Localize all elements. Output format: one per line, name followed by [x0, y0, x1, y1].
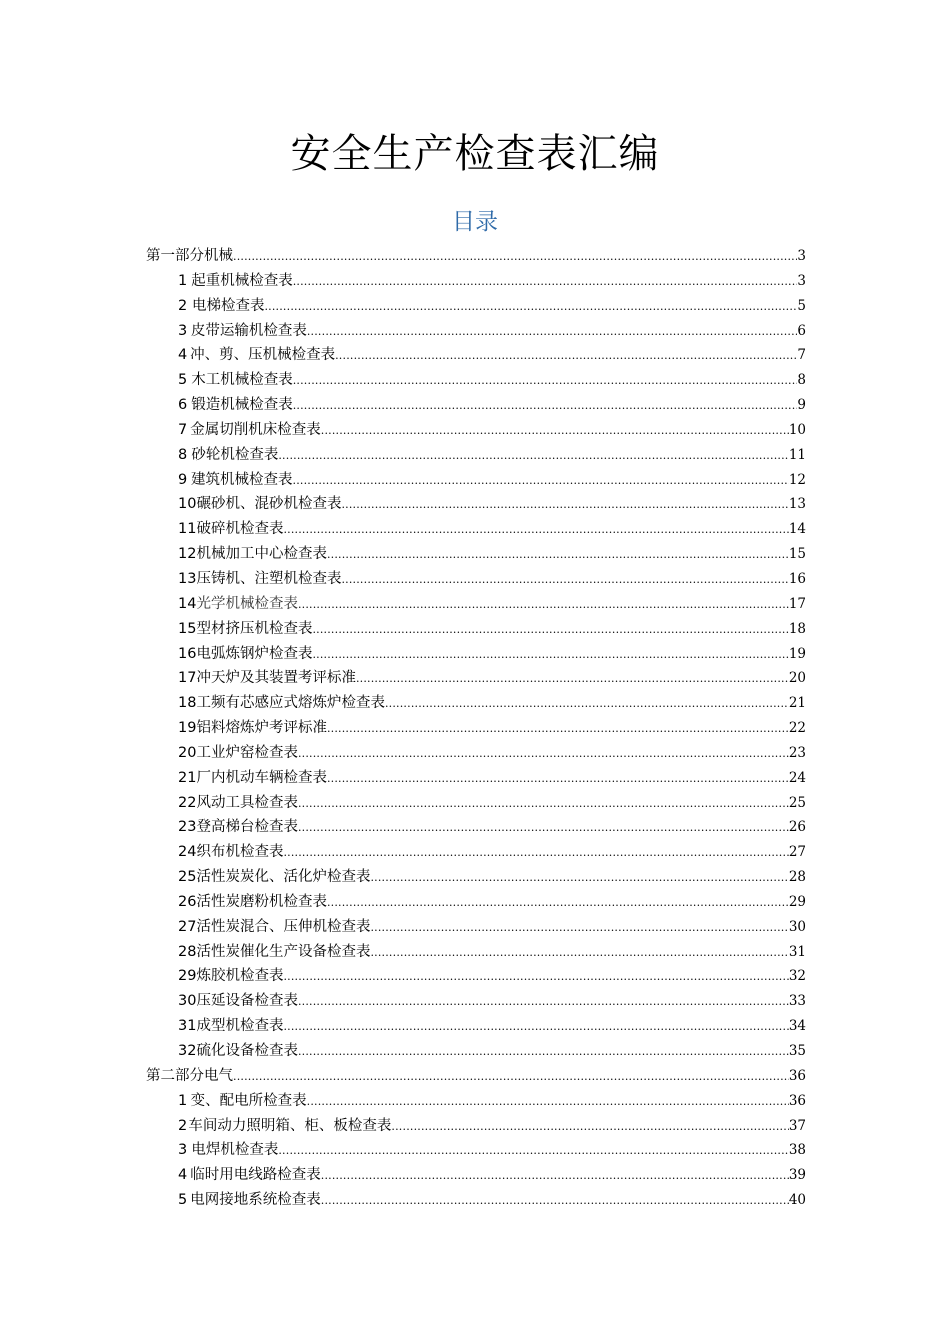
toc-dot-leader: [321, 1169, 789, 1182]
toc-entry-label: 机械: [204, 248, 233, 264]
toc-entry-number: 1: [178, 272, 188, 289]
toc-entry-number: 2: [178, 297, 188, 314]
toc-entry[interactable]: [146, 592, 806, 617]
toc-dot-leader: [321, 1194, 789, 1207]
toc-entry-label: 压延设备检查表: [196, 993, 298, 1010]
toc-page-number: 25: [788, 794, 806, 811]
toc-entry[interactable]: [146, 964, 806, 989]
toc-page-number: 30: [788, 918, 806, 935]
toc-entry-number: 3: [178, 322, 188, 339]
toc-entry-number: 16: [178, 645, 197, 662]
toc-entry-number: 24: [178, 844, 197, 861]
toc-page-number: 34: [788, 1018, 806, 1035]
toc-entry-label: 电弧炼钢炉检查表: [196, 645, 313, 662]
toc-dot-leader: [312, 648, 788, 661]
toc-page-number: 27: [788, 844, 806, 861]
toc-entry[interactable]: [146, 418, 806, 443]
toc-page-number: 21: [788, 695, 806, 712]
toc-heading: 目录: [452, 209, 498, 235]
toc-page-number: 18: [788, 620, 806, 637]
toc-entry[interactable]: [146, 791, 806, 816]
toc-dot-leader: [293, 474, 789, 487]
toc-entry-number: 11: [178, 521, 197, 538]
toc-dot-leader: [385, 697, 789, 710]
toc-page-number: 17: [788, 595, 806, 612]
toc-entry[interactable]: [146, 468, 806, 493]
toc-entry-label: 破碎机检查表: [196, 521, 284, 538]
toc-entry-number: 18: [178, 695, 197, 712]
toc-dot-leader: [327, 896, 789, 909]
toc-dot-leader: [356, 672, 789, 685]
toc-entry[interactable]: [146, 766, 806, 791]
toc-entry-label: 电网接地系统检查表: [190, 1192, 321, 1209]
toc-entry-number: 3: [178, 1142, 188, 1159]
toc-dot-leader: [327, 548, 789, 561]
toc-page-number: 37: [788, 1117, 806, 1134]
toc-dot-leader: [293, 275, 798, 288]
toc-page-number: 15: [788, 546, 806, 563]
toc-page-number: 23: [788, 744, 806, 761]
toc-entry[interactable]: [146, 1014, 806, 1039]
toc-dot-leader: [307, 325, 798, 338]
toc-entry-number: 1: [178, 1092, 188, 1109]
toc-page-number: 8: [797, 372, 806, 389]
toc-entry-label: 活性炭磨粉机检查表: [196, 893, 327, 910]
toc-entry-number: 8: [178, 446, 188, 463]
toc-entry-label: 砂轮机检查表: [191, 446, 279, 463]
toc-page-number: 33: [788, 993, 806, 1010]
toc-dot-leader: [278, 1144, 788, 1157]
toc-dot-leader: [298, 747, 789, 760]
toc-entry-number: 14: [178, 595, 197, 612]
toc-dot-leader: [298, 598, 789, 611]
toc-entry-number: 4: [178, 1167, 188, 1184]
toc-entry-number: 10: [178, 496, 197, 513]
toc-entry[interactable]: [146, 542, 806, 567]
toc-entry[interactable]: [146, 1089, 806, 1114]
toc-entry-number: 26: [178, 893, 197, 910]
toc-dot-leader: [293, 374, 798, 387]
toc-dot-leader: [312, 623, 788, 636]
toc-page-number: 38: [788, 1142, 806, 1159]
toc-section-entry[interactable]: [146, 244, 806, 269]
toc-page-number: 13: [788, 496, 806, 513]
toc-entry-label: 电气: [204, 1067, 233, 1084]
toc-dot-leader: [264, 300, 797, 313]
toc-dot-leader: [298, 995, 789, 1008]
toc-entry-label: 起重机械检查表: [191, 272, 293, 289]
toc-page-number: 6: [797, 322, 806, 339]
toc-page-number: 19: [788, 645, 806, 662]
toc-entry-number: 9: [178, 471, 188, 488]
toc-page-number: 36: [788, 1092, 806, 1109]
toc-page-number: 5: [797, 297, 806, 314]
toc-entry-number: 第二部分: [146, 1067, 204, 1084]
toc-entry-number: 15: [178, 620, 197, 637]
toc-page-number: 14: [788, 521, 806, 538]
toc-entry[interactable]: [146, 319, 806, 344]
toc-page-number: 32: [788, 968, 806, 985]
toc-entry-number: 29: [178, 968, 197, 985]
toc-page-number: 31: [788, 943, 806, 960]
toc-page-number: 40: [788, 1192, 806, 1209]
toc-entry-label: 锻造机械检查表: [191, 397, 293, 414]
toc-page-number: 22: [788, 720, 806, 737]
toc-entry-number: 13: [178, 570, 197, 587]
document-title: 安全生产检查表汇编: [290, 131, 660, 177]
toc-dot-leader: [298, 1045, 789, 1058]
toc-dot-leader: [298, 821, 789, 834]
toc-entry[interactable]: [146, 915, 806, 940]
toc-entry-label: 车间动力照明箱、柜、板检查表: [188, 1117, 392, 1134]
toc-entry[interactable]: [146, 294, 806, 319]
table-of-contents: [146, 244, 806, 1213]
toc-entry-number: 2: [178, 1117, 188, 1134]
toc-dot-leader: [341, 498, 788, 511]
toc-entry-label: 金属切削机床检查表: [190, 421, 321, 438]
toc-dot-leader: [283, 970, 788, 983]
toc-page-number: 36: [788, 1067, 806, 1084]
toc-entry-label: 登高梯台检查表: [196, 819, 298, 836]
toc-entry[interactable]: [146, 691, 806, 716]
toc-entry[interactable]: [146, 1163, 806, 1188]
toc-entry[interactable]: [146, 567, 806, 592]
toc-entry[interactable]: [146, 815, 806, 840]
toc-entry[interactable]: [146, 890, 806, 915]
toc-page-number: 11: [788, 446, 806, 463]
toc-entry-number: 12: [178, 546, 197, 563]
toc-entry-number: 30: [178, 993, 197, 1010]
toc-entry-label: 活性炭炭化、活化炉检查表: [196, 869, 371, 886]
toc-entry-label: 变、配电所检查表: [190, 1092, 307, 1109]
toc-page-number: 10: [788, 421, 806, 438]
toc-entry-label: 机械加工中心检查表: [196, 546, 327, 563]
toc-entry-number: 7: [178, 421, 188, 438]
toc-dot-leader: [370, 921, 788, 934]
toc-page-number: 28: [788, 869, 806, 886]
toc-entry[interactable]: [146, 617, 806, 642]
toc-dot-leader: [391, 1120, 788, 1133]
toc-page-number: 39: [788, 1167, 806, 1184]
toc-dot-leader: [283, 523, 788, 536]
toc-entry[interactable]: [146, 741, 806, 766]
toc-page-number: 12: [788, 471, 806, 488]
toc-entry-number: 17: [178, 670, 197, 687]
toc-entry-label: 工频有芯感应式熔炼炉检查表: [196, 695, 385, 712]
toc-entry-number: 4: [178, 347, 188, 364]
toc-entry-number: 22: [178, 794, 197, 811]
toc-page-number: 20: [788, 670, 806, 687]
toc-entry-label: 工业炉窑检查表: [196, 744, 298, 761]
toc-dot-leader: [298, 797, 789, 810]
toc-entry[interactable]: [146, 716, 806, 741]
toc-entry-label: 风动工具检查表: [196, 794, 298, 811]
toc-page-number: 29: [788, 893, 806, 910]
toc-dot-leader: [307, 1095, 789, 1108]
toc-entry-label: 电梯检查表: [191, 297, 265, 314]
toc-entry-number: 21: [178, 769, 197, 786]
toc-entry[interactable]: [146, 840, 806, 865]
toc-entry-number: 27: [178, 918, 197, 935]
toc-entry-number: 31: [178, 1018, 197, 1035]
toc-entry[interactable]: [146, 666, 806, 691]
toc-dot-leader: [341, 573, 788, 586]
toc-entry[interactable]: [146, 368, 806, 393]
toc-page-number: 3: [797, 248, 806, 264]
toc-entry-number: 19: [178, 720, 197, 737]
toc-entry[interactable]: [146, 343, 806, 368]
toc-entry[interactable]: [146, 940, 806, 965]
toc-entry-label: 活性炭混合、压伸机检查表: [196, 918, 371, 935]
toc-entry-label: 冲天炉及其装置考评标准: [196, 670, 356, 687]
toc-entry-label: 碾砂机、混砂机检查表: [196, 496, 342, 513]
toc-dot-leader: [370, 946, 788, 959]
toc-entry-number: 20: [178, 744, 197, 761]
toc-entry-number: 32: [178, 1043, 197, 1059]
toc-page-number: 7: [797, 347, 806, 364]
toc-entry[interactable]: [146, 492, 806, 517]
toc-entry-label: 冲、剪、压机械检查表: [190, 347, 336, 364]
toc-entry[interactable]: [146, 989, 806, 1014]
toc-entry-number: 28: [178, 943, 197, 960]
toc-entry-number: 25: [178, 869, 197, 886]
toc-entry-label: 电焊机检查表: [191, 1142, 279, 1159]
toc-entry-label: 光学机械检查表: [196, 595, 298, 612]
toc-entry[interactable]: [146, 1138, 806, 1163]
toc-entry-label: 硫化设备检查表: [196, 1043, 298, 1059]
toc-entry-label: 活性炭催化生产设备检查表: [196, 943, 371, 960]
toc-dot-leader: [283, 1020, 788, 1033]
toc-page-number: 26: [788, 819, 806, 836]
toc-entry[interactable]: [146, 1039, 806, 1064]
toc-section-entry[interactable]: [146, 1064, 806, 1089]
toc-dot-leader: [327, 722, 789, 735]
toc-entry-label: 织布机检查表: [196, 844, 284, 861]
toc-entry-label: 铝料熔炼炉考评标准: [196, 720, 327, 737]
toc-entry-label: 型材挤压机检查表: [196, 620, 313, 637]
toc-entry-label: 皮带运输机检查表: [190, 322, 307, 339]
toc-entry-number: 23: [178, 819, 197, 836]
toc-entry-label: 厂内机动车辆检查表: [196, 769, 327, 786]
toc-page-number: 9: [797, 397, 806, 414]
toc-entry[interactable]: [146, 393, 806, 418]
toc-dot-leader: [335, 349, 797, 362]
toc-entry[interactable]: [146, 1188, 806, 1213]
toc-dot-leader: [233, 1070, 789, 1083]
toc-entry[interactable]: [146, 642, 806, 667]
toc-page-number: 16: [788, 570, 806, 587]
toc-page-number: 24: [788, 769, 806, 786]
toc-entry-number: 5: [178, 372, 188, 389]
toc-dot-leader: [370, 871, 788, 884]
toc-entry-number: 5: [178, 1192, 188, 1209]
toc-entry-label: 建筑机械检查表: [191, 471, 293, 488]
toc-entry-number: 6: [178, 397, 188, 414]
toc-entry-label: 压铸机、注塑机检查表: [196, 570, 342, 587]
toc-page-number: 35: [788, 1043, 806, 1059]
toc-dot-leader: [327, 772, 789, 785]
toc-dot-leader: [278, 449, 788, 462]
toc-entry-label: 成型机检查表: [196, 1018, 284, 1035]
toc-entry[interactable]: [146, 1114, 806, 1139]
toc-entry-label: 炼胶机检查表: [196, 968, 284, 985]
toc-entry[interactable]: [146, 269, 806, 294]
toc-dot-leader: [283, 846, 788, 859]
toc-entry[interactable]: [146, 517, 806, 542]
toc-dot-leader: [233, 250, 797, 263]
toc-entry-number: 第一部分: [146, 248, 204, 264]
toc-entry[interactable]: [146, 443, 806, 468]
toc-entry-label: 木工机械检查表: [191, 372, 293, 389]
toc-entry-label: 临时用电线路检查表: [190, 1167, 321, 1184]
toc-dot-leader: [293, 399, 798, 412]
toc-dot-leader: [321, 424, 789, 437]
toc-page-number: 3: [797, 272, 806, 289]
toc-entry[interactable]: [146, 865, 806, 890]
